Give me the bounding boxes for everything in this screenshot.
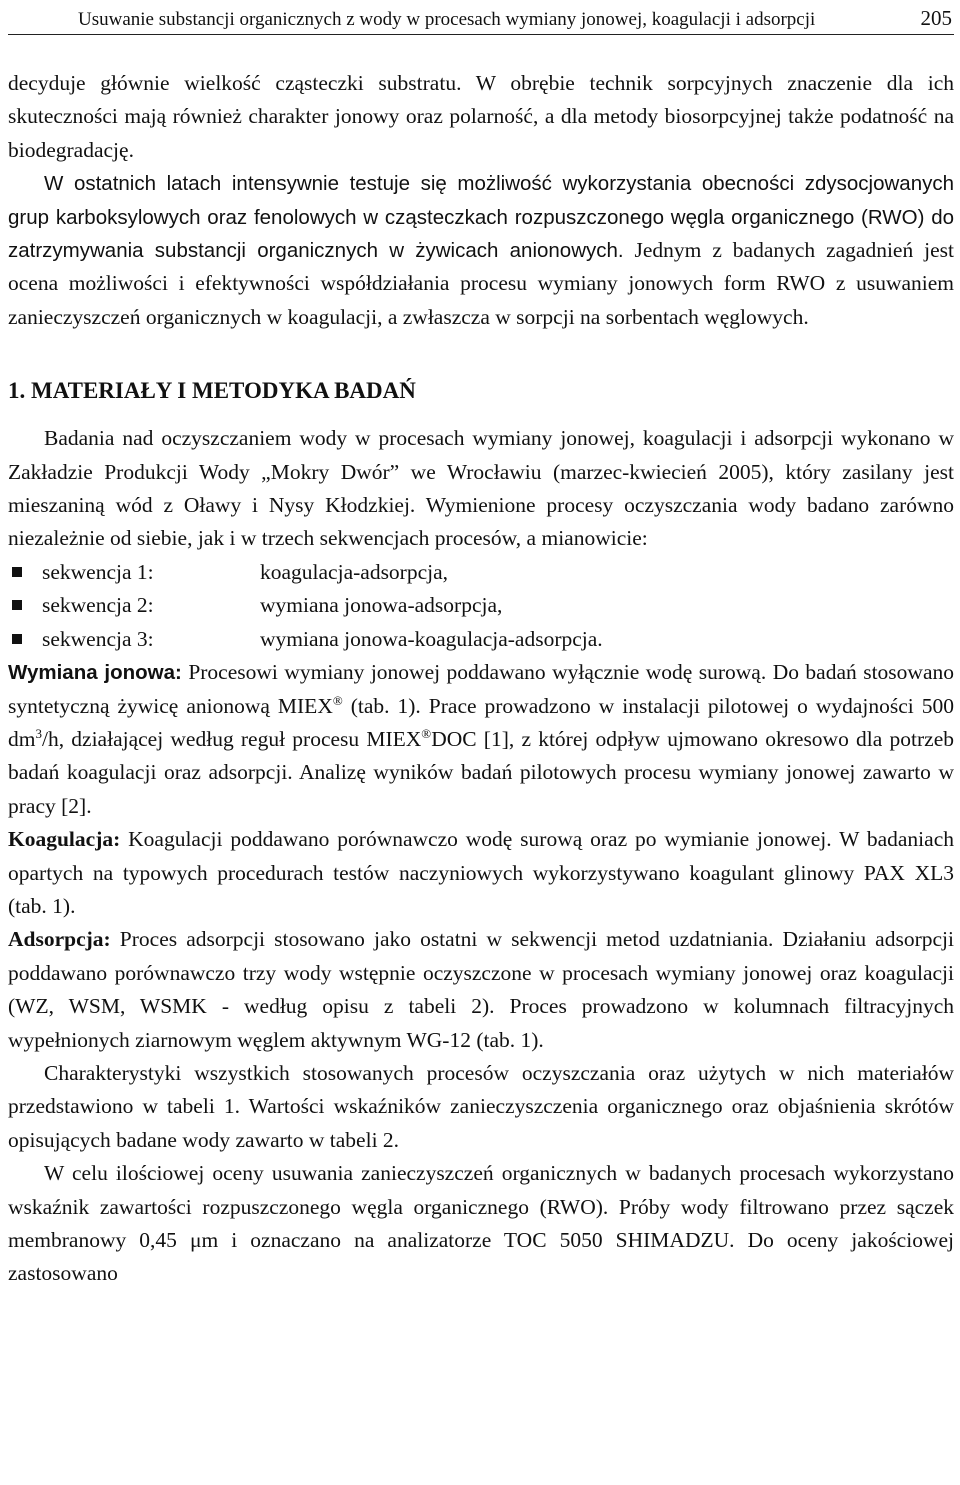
intro-paragraph-1: decyduje głównie wielkość cząsteczki substratu. W obrębie technik sorpcyjnych znaczenie dla ich skuteczności mają również charakter jonowy oraz polarność, a dla metody biosorpcyjnej także podatność na biodegradację. xyxy=(8,71,954,162)
document-page xyxy=(8,0,954,1291)
coagulation-lead: Koagulacja: xyxy=(8,827,121,852)
sequence-value: koagulacja-adsorpcja, xyxy=(260,559,449,584)
bullet-square-icon xyxy=(12,567,22,577)
intro-paragraph-2-sans: W ostatnich latach intensywnie testuje się możliwość wykorzystania obecności zdysocjowanych grup karboksylowych oraz fenolowych w cząsteczkach rozpuszczonego węgla organicznego (RWO) do zatrzymywania substancji organicznych w żywicach anionowych. xyxy=(8,172,954,263)
registered-mark: ® xyxy=(332,692,343,708)
intro-paragraph-2 xyxy=(8,167,954,334)
bullet-square-icon xyxy=(12,634,22,644)
sequence-item xyxy=(8,589,954,622)
sequence-value: wymiana jonowa-adsorpcja, xyxy=(260,593,503,618)
coagulation-text: Koagulacji poddawano porównawczo wodę surową oraz po wymianie jonowej. W badaniach opartych na typowych procedurach testów naczyniowych wykorzystywano koagulant glinowy PAX XL3 (tab. 1). xyxy=(8,827,954,918)
sequence-label: sekwencja 3: xyxy=(42,626,154,651)
sequence-list xyxy=(8,556,954,656)
bullet-square-icon xyxy=(12,600,22,610)
sequence-label: sekwencja 1: xyxy=(42,559,154,584)
ion-exchange-text-2: (tab. 1). Prace prowadzono w instalacji pilotowej o wydajności 500 dm xyxy=(8,693,954,751)
ion-exchange-paragraph xyxy=(8,656,954,823)
adsorption-paragraph xyxy=(8,923,954,1057)
registered-mark: ® xyxy=(421,725,432,741)
sequence-value: wymiana jonowa-koagulacja-adsorpcja. xyxy=(260,626,603,651)
adsorption-lead: Adsorpcja: xyxy=(8,927,111,952)
coagulation-paragraph xyxy=(8,823,954,923)
methods-paragraph-1: Badania nad oczyszczaniem wody w procesach wymiany jonowej, koagulacji i adsorpcji wykonano w Zakładzie Produkcji Wody „Mokry Dwór” we Wrocławiu (marzec-kwiecień 2005), który zasilany jest mieszaniną wód z Oławy i Nysy Kłodzkiej. Wymienione procesy oczyszczania wody badano zarówno niezależnie od siebie, jak i w trzech sekwencjach procesów, a mianowicie: xyxy=(8,426,954,551)
ion-exchange-text-4: DOC [1], z której odpływ ujmowano okresowo dla potrzeb badań koagulacji oraz adsorpcji. Analizę wyników badań pilotowych procesu wymiany jonowej zawarto w pracy [2]. xyxy=(8,726,954,818)
sequence-item xyxy=(8,623,954,656)
superscript-3: 3 xyxy=(35,725,42,741)
sequence-label: sekwencja 2: xyxy=(42,593,154,618)
ion-exchange-text-1: Procesowi wymiany jonowej poddawano wyłącznie wodę surową. Do badań stosowano syntetyczną żywicę anionową MIEX xyxy=(8,660,954,718)
sequence-item xyxy=(8,556,954,589)
quantitative-paragraph: W celu ilościowej oceny usuwania zanieczyszczeń organicznych w badanych procesach wykorzystano wskaźnik zawartości rozpuszczonego węgla organicznego (RWO). Próby wody filtrowano przez sączek membranowy 0,45 μm i oznaczano na analizatorze TOC 5050 SHIMADZU. Do oceny jakościowej zastosowano xyxy=(8,1161,954,1286)
ion-exchange-text-3: /h, działającej według reguł procesu MIEX xyxy=(41,726,422,751)
running-header xyxy=(8,0,954,35)
running-title: Usuwanie substancji organicznych z wody w procesach wymiany jonowej, koagulacji i adsorpcji xyxy=(78,9,816,30)
intro-paragraph-2-serif: Jednym z badanych zagadnień jest ocena możliwości i efektywności współdziałania procesu wymiany jonowych form RWO z usuwaniem zanieczyszczeń organicznych w koagulacji, a zwłaszcza w sorpcji na sorbentach węglowych. xyxy=(8,238,954,329)
ion-exchange-lead: Wymiana jonowa: xyxy=(8,661,182,685)
page-number: 205 xyxy=(920,6,952,30)
page-body xyxy=(8,67,954,1291)
adsorption-text: Proces adsorpcji stosowano jako ostatni w sekwencji metod uzdatniania. Działaniu adsorpcji poddawano porównawczo trzy wody wstępnie oczyszczone w procesach wymiany jonowej oraz koagulacji (WZ, WSM, WSMK - według opisu z tabeli 2). Proces prowadzono w kolumnach filtracyjnych wypełnionych ziarnowym węglem aktywnym WG-12 (tab. 1). xyxy=(8,927,954,1052)
section-heading: 1. MATERIAŁY I METODYKA BADAŃ xyxy=(8,378,416,404)
characteristics-paragraph: Charakterystyki wszystkich stosowanych procesów oczyszczania oraz użytych w nich materiałów przedstawiono w tabeli 1. Wartości wskaźników zanieczyszczenia organicznego oraz objaśnienia skrótów opisujących badane wody zawarto w tabeli 2. xyxy=(8,1060,954,1152)
